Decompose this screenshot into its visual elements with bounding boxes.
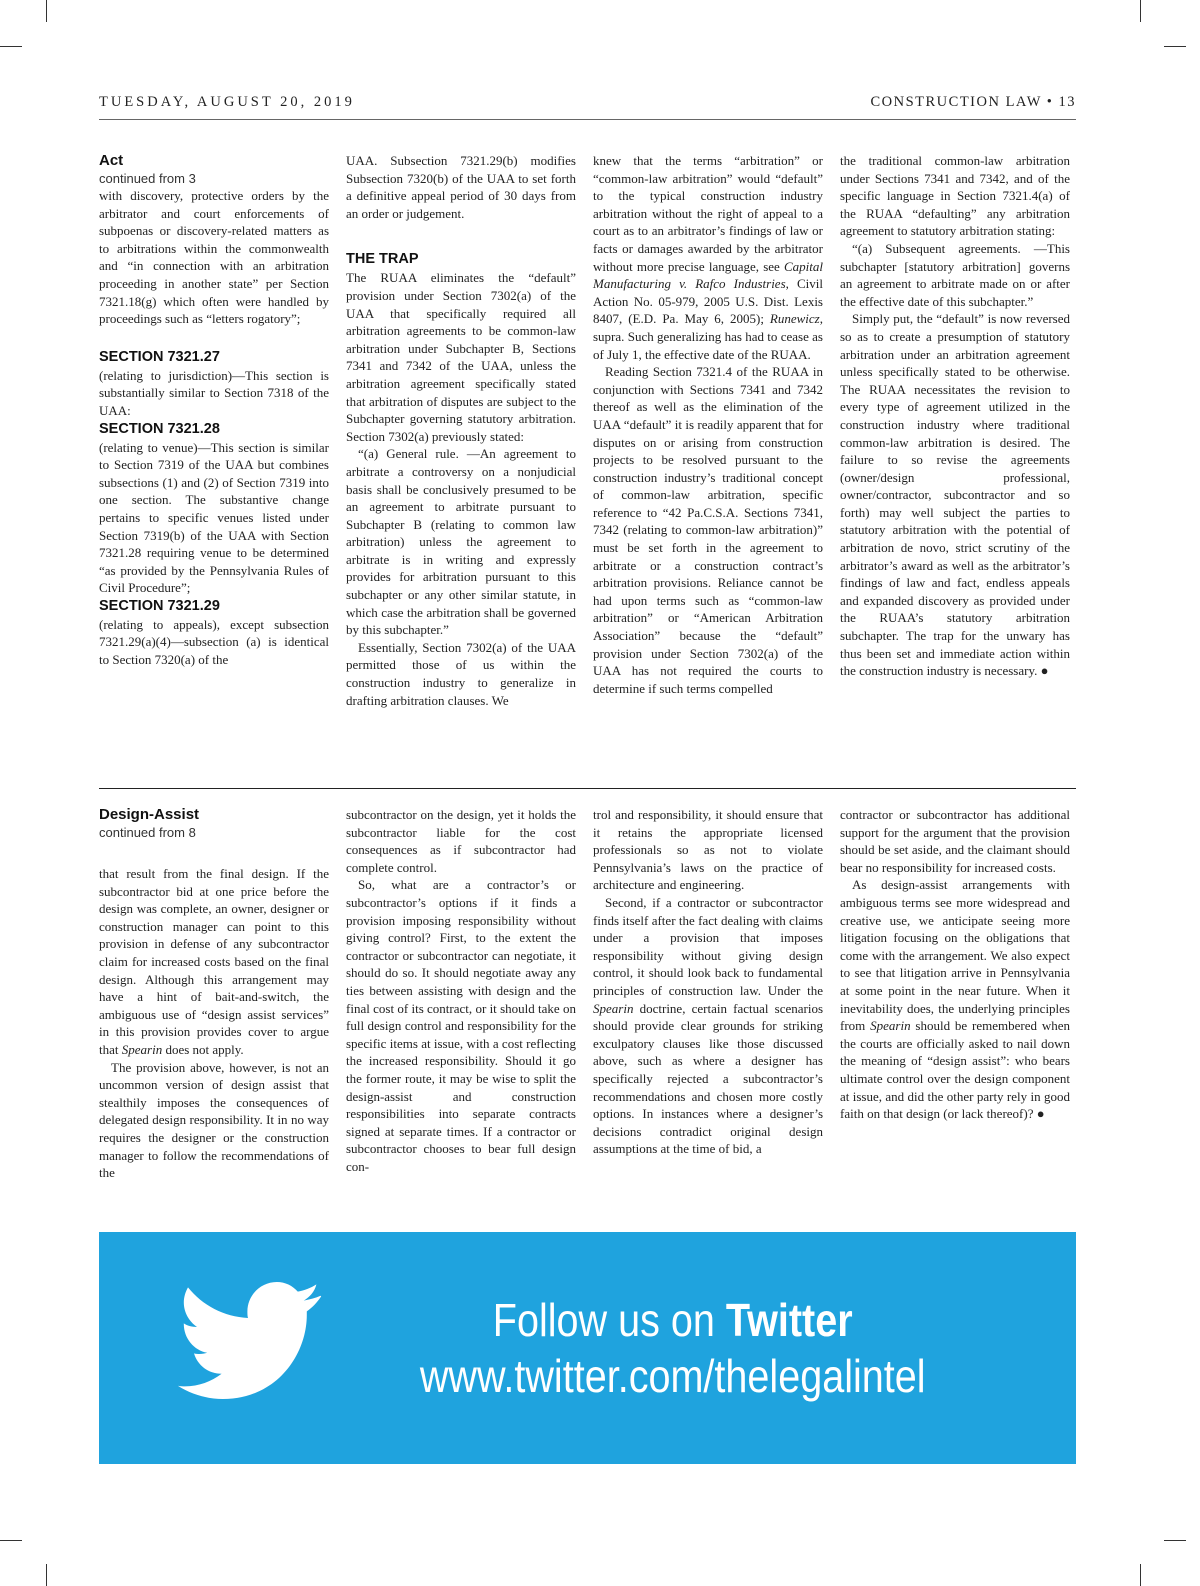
- quoted-statute: “(a) General rule. —An agreement to arbitrate a controversy on a nonjudicial basis shall be conclusively presumed to be an agreement to arbitrate pursuant to Subchapter B (relating to common law arbitration) unless the agreement to arbitrate is in writing and expressly provides for arbitration pursuant to this subchapter or any other similar statute, in which case the arbitration shall be governed by this subchapter.”: [346, 446, 576, 638]
- text-run: that result from the final design. If the subcontractor bid at one price before the design was complete, an owner, designer or construction manager can point to this provision in defense of any subcontractor claim for increased costs based on the final design. Although this arrangement may have a hint of bait-and-switch, the ambiguous use of “design assist services” in this provision provides cover to argue that: [99, 866, 329, 1057]
- article-title: Act: [99, 152, 124, 169]
- text-run: doctrine, certain factual scenarios should provide clear grounds for striking exculpatory clauses like those discussed above, such as where a designer has specifically rejected a subcontractor’s recommendations and chosen more costly options. In instances where a designer’s decisions contradict original design assumptions at the time of bid, a: [593, 1000, 823, 1157]
- text-run: should be remembered when the courts are officially asked to nail down the meaning of “design assist”: who bears ultimate control over the design component at issue, and did the other party rely in good faith on that design (or lack thereof)?: [840, 1018, 1071, 1122]
- section-heading: SECTION 7321.28: [99, 420, 220, 437]
- text-run: Simply put, the “default” is now reversed so as to create a presumption of statutory arbitration under an arbitration agreement unless specifically stated to be otherwise. The RUAA necessitates the revision to every type of agreement utilized in the construction industry where traditional common-law arbitration is desired. The failure to so revise the agreements (owner/design professional, owner/contractor, subcontractor and so forth) may well subject the parties to statutory arbitration with the potential of arbitration de novo, strict scrutiny of the arbitrator’s award as well as the arbitrator’s findings of law and fact, endless appeals and expanded discovery as provided under the RUAA’s statutory arbitration subchapter. The trap for the unwary has thus been set and immediate action within the construction industry is necessary.: [840, 311, 1070, 679]
- text-run: does not apply.: [162, 1041, 244, 1057]
- section-and-page: [870, 94, 1076, 111]
- separator-dot: •: [1046, 94, 1054, 110]
- crop-mark: [0, 1540, 22, 1541]
- paragraph: subcontractor on the design, yet it holds the subcontractor liable for the cost consequences as if subcontractor had complete control.: [346, 807, 576, 875]
- design-assist-column-3: [593, 806, 823, 1158]
- end-mark: ●: [1040, 663, 1049, 679]
- paragraph: (relating to venue)—This section is similar to Section 7319 of the UAA but combines subsections (1) and (2) of Section 7319 into one section. The substantive change pertains to specific venues listed under Section 7319(b) of the UAA with Section 7321.28 requiring venue to be determined “as provided by the Pennsylvania Rules of Civil Procedure”;: [99, 439, 329, 596]
- act-column-3: [593, 152, 823, 697]
- design-assist-column-2: [346, 806, 576, 1175]
- crop-mark: [46, 1564, 47, 1586]
- case-citation: Runewicz: [769, 311, 820, 327]
- text-run: , supra. Such generalizing has had to cease as of July 1, the effective date of the RUAA.: [593, 311, 823, 362]
- case-citation: Spearin: [593, 1000, 634, 1016]
- crop-mark: [1164, 46, 1186, 47]
- quoted-statute: “(a) Subsequent agreements. —This subchapter [statutory arbitration] governs an agreement to arbitrate made on or after the effective date of this subchapter.”: [840, 240, 1070, 309]
- case-citation: Spearin: [121, 1041, 163, 1057]
- article-divider: [99, 788, 1076, 789]
- case-citation: Spearin: [870, 1018, 911, 1034]
- section-heading: SECTION 7321.27: [99, 348, 220, 365]
- follow-text: Follow us on: [492, 1294, 726, 1346]
- paragraph: [593, 152, 823, 363]
- paragraph: [840, 310, 1070, 679]
- paragraph: [99, 865, 329, 1059]
- crop-mark: [0, 46, 22, 47]
- act-column-1: [99, 152, 329, 669]
- paragraph: with discovery, protective orders by the arbitrator and court enforcements of subpoenas or discovery-related matters as to arbitrations within the commonwealth and “in connection with an arbitration proceeding in another state” per Section 7321.18(g) which often were handled by proceedings such as “letters rogatory”;: [99, 188, 329, 327]
- publication-section: CONSTRUCTION LAW: [870, 94, 1042, 110]
- section-heading: SECTION 7321.29: [99, 597, 220, 614]
- article-title: Design-Assist: [99, 806, 200, 823]
- act-column-2: [346, 152, 576, 709]
- crop-mark: [1164, 1540, 1186, 1541]
- design-assist-column-4: [840, 806, 1070, 1123]
- twitter-url-link[interactable]: www.twitter.com/thelegalintel: [419, 1350, 926, 1402]
- paragraph: the traditional common-law arbitration under Sections 7341 and 7342, and of the specific language in Section 7321.4(a) of the RUAA “defaulting” any arbitration agreement to statutory arbitration stating:: [840, 153, 1070, 239]
- design-assist-column-1: [99, 806, 329, 1182]
- continued-note: continued from 8: [99, 825, 196, 840]
- paragraph: UAA. Subsection 7321.29(b) modifies Subsection 7320(b) of the UAA to set forth a definitive appeal period of 30 days from an order or judgement.: [346, 153, 576, 221]
- crop-mark: [1140, 0, 1141, 22]
- paragraph: The RUAA eliminates the “default” provision under Section 7302(a) of the UAA that specifically required all arbitration agreements to be common-law arbitration under Subchapter B, Sections 7341 and 7342 of the UAA, unless the arbitration agreement specifically stated that arbitration of disputes are subject to the Subchapter governing statutory arbitration. Section 7302(a) previously stated:: [346, 270, 576, 444]
- continued-note: continued from 3: [99, 171, 196, 186]
- paragraph: Reading Section 7321.4 of the RUAA in conjunction with Sections 7341 and 7342 thereof as well as the elimination of the UAA “default” it is readily apparent that for disputes on or arising from construction projects to be resolved pursuant to the construction industry’s traditional concept of common-law arbitration, specific reference to “42 Pa.C.S.A. Sections 7341, 7342 (relating to common-law arbitration)” must be set forth in the agreement to arbitrate or a construction contract’s arbitration provisions. Reliance cannot be had upon terms such as “common-law arbitration” or “American Arbitration Association” because the “default” provision under Section 7302(a) of the UAA has not required the courts to determine if such terms compelled: [593, 364, 823, 696]
- paragraph: Essentially, Section 7302(a) of the UAA permitted those of us within the construction industry to generalize in drafting arbitration clauses. We: [346, 639, 576, 708]
- section-heading: THE TRAP: [346, 251, 419, 268]
- twitter-promo-banner[interactable]: [99, 1232, 1076, 1464]
- paragraph: So, what are a contractor’s or subcontractor’s options if it finds a provision imposing responsibility without giving control? First, to the extent the contractor or subcontractor can negotiate, it should do so. It should negotiate away any ties between assisting with design and the final cost of its contract, or it should take on full design control and responsibility for the specific items at issue, with a cost reflecting the increased responsibility. Should it go the former route, it may be wise to split the design-assist and construction responsibilities into separate contracts signed at separate times. If a contractor or subcontractor chooses to bear full design con-: [346, 877, 576, 1174]
- paragraph: contractor or subcontractor has additional support for the argument that the provision should be set aside, and the claimant should bear no responsibility for increased costs.: [840, 807, 1070, 875]
- paragraph: (relating to appeals), except subsection 7321.29(a)(4)—subsection (a) is identical to Section 7320(a) of the: [99, 616, 329, 668]
- running-header: [99, 94, 1076, 116]
- paragraph: (relating to jurisdiction)—This section is substantially similar to Section 7318 of the UAA:: [99, 367, 329, 418]
- page-number: 13: [1058, 94, 1076, 110]
- text-run: , Civil Action No. 05-979, 2005 U.S. Dist. Lexis 8407, (E.D. Pa. May 6, 2005);: [593, 276, 824, 327]
- end-mark: ●: [1036, 1106, 1045, 1122]
- issue-date: TUESDAY, AUGUST 20, 2019: [99, 94, 355, 110]
- act-column-4: [840, 152, 1070, 680]
- follow-us-heading: [184, 1294, 1024, 1346]
- text-run: Second, if a contractor or subcontractor finds itself after the fact dealing with claims under a provision that imposes responsibility without giving design control, it should look back to fundamental principles of construction law. Under the: [593, 894, 823, 998]
- paragraph: [840, 876, 1070, 1122]
- text-run: knew that the terms “arbitration” or “common-law arbitration” would “default” to the typical construction industry arbitration without the right of appeal to a court as to an arbitrator’s findings of law or facts or damages awarded by the arbitrator without more precise language, see: [593, 153, 823, 274]
- paragraph: [593, 894, 823, 1158]
- text-run: As design-assist arrangements with ambiguous terms see more widespread and creative use, we anticipate seeing more litigation focusing on the obligations that come with the arrangement. We also expect to see that litigation arrive in Pennsylvania at some point in the near future. When it inevitability does, the underlying principles from: [840, 877, 1070, 1034]
- case-citation: Capital Manufacturing v. Rafco Industries: [593, 258, 823, 292]
- brand-name: Twitter: [725, 1294, 853, 1346]
- crop-mark: [1140, 1564, 1141, 1586]
- crop-mark: [46, 0, 47, 22]
- header-rule: [99, 119, 1076, 120]
- paragraph: trol and responsibility, it should ensure that it retains the appropriate licensed professionals so as not to violate Pennsylvania’s laws on the practice of architecture and engineering.: [593, 807, 823, 893]
- paragraph: The provision above, however, is not an uncommon version of design assist that stealthily imposes the consequences of delegated design responsibility. It in no way requires the designer or the construction manager to follow the recommendations of the: [99, 1059, 329, 1181]
